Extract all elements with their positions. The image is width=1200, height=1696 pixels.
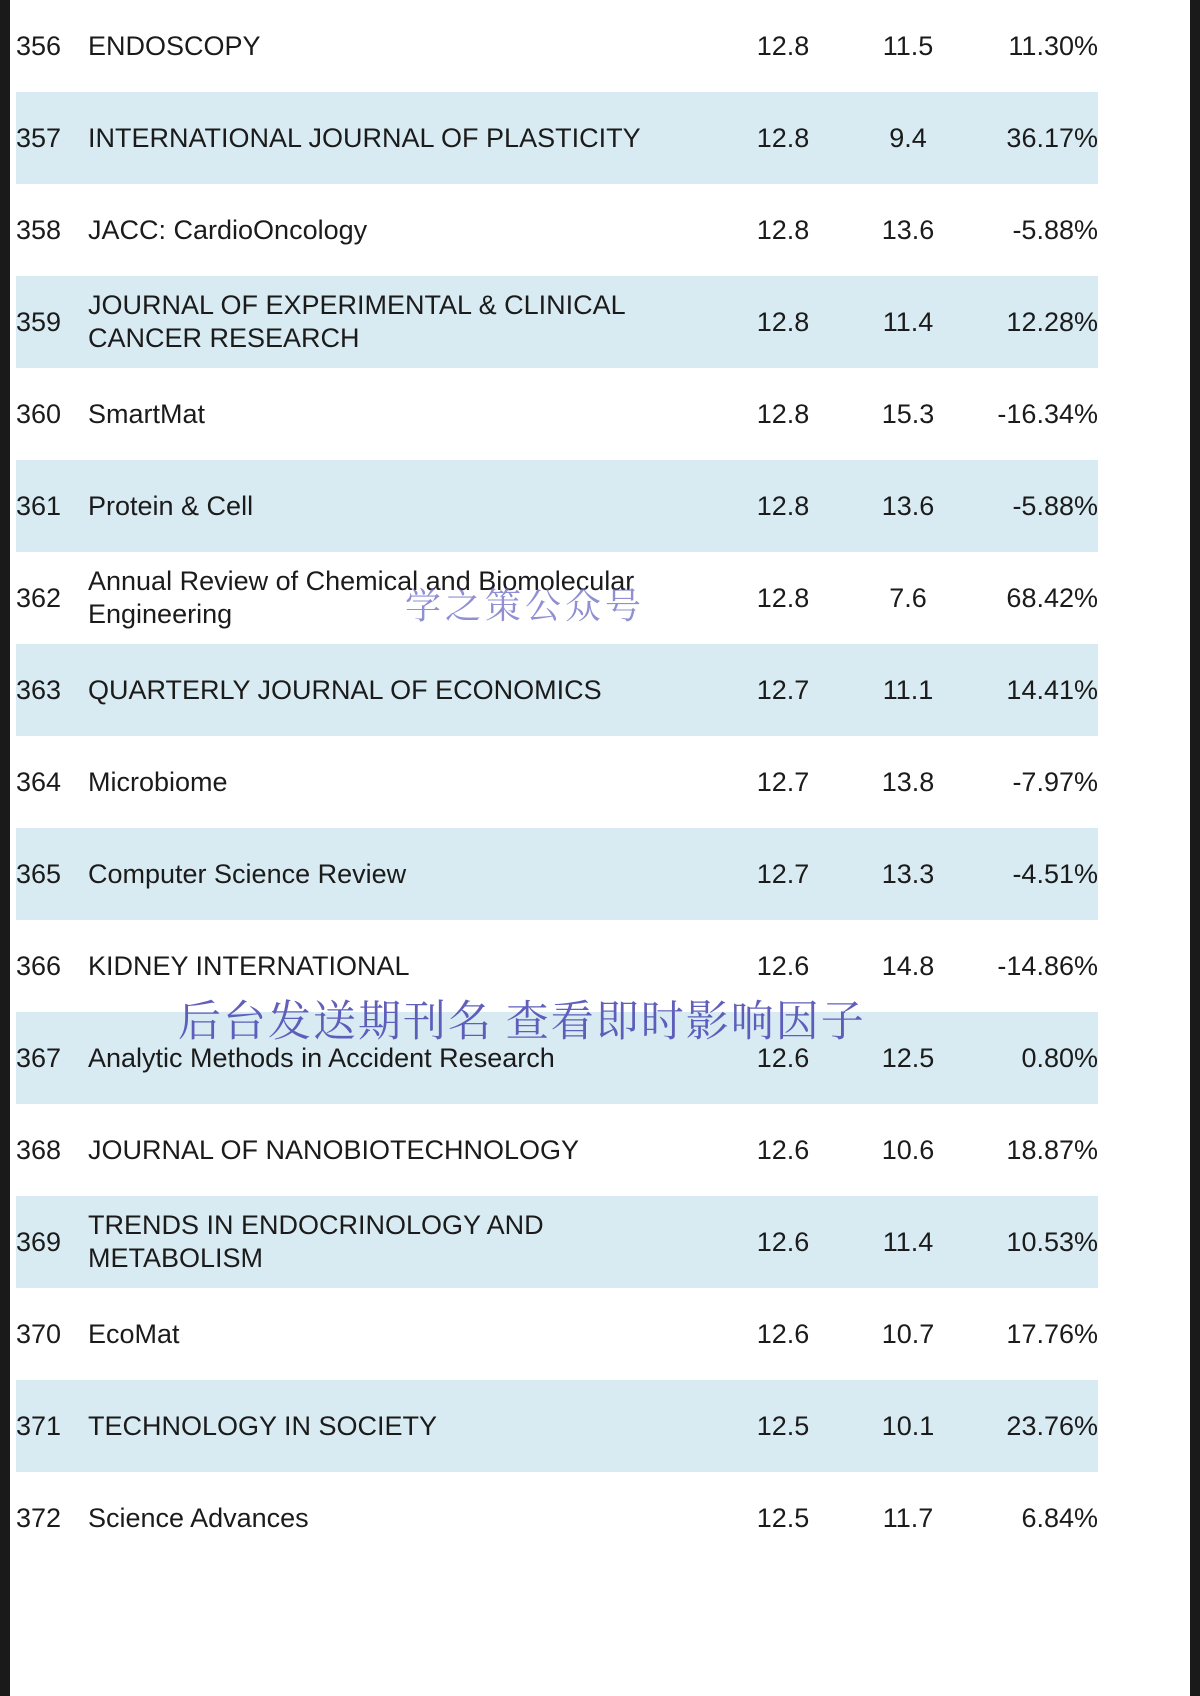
- row-previous-impact-factor: 13.8: [848, 736, 968, 828]
- row-impact-factor: 12.6: [718, 920, 848, 1012]
- row-change-percent: 17.76%: [968, 1288, 1098, 1380]
- row-journal-name: Analytic Methods in Accident Research: [88, 1012, 718, 1104]
- row-impact-factor: 12.6: [718, 1196, 848, 1288]
- row-journal-name: Protein & Cell: [88, 460, 718, 552]
- row-journal-name: JOURNAL OF EXPERIMENTAL & CLINICAL CANCER RESEARCH: [88, 276, 718, 368]
- table-row: [16, 0, 1098, 92]
- table-row: [16, 1012, 1098, 1104]
- row-impact-factor: 12.6: [718, 1104, 848, 1196]
- journal-ranking-sheet: [10, 0, 1190, 1696]
- row-impact-factor: 12.8: [718, 276, 848, 368]
- row-impact-factor: 12.8: [718, 184, 848, 276]
- row-change-percent: 68.42%: [968, 552, 1098, 644]
- row-previous-impact-factor: 9.4: [848, 92, 968, 184]
- table-row: [16, 368, 1098, 460]
- row-journal-name: TRENDS IN ENDOCRINOLOGY AND METABOLISM: [88, 1196, 718, 1288]
- row-change-percent: -5.88%: [968, 460, 1098, 552]
- table-row: [16, 460, 1098, 552]
- row-rank: 362: [16, 552, 88, 644]
- row-change-percent: -4.51%: [968, 828, 1098, 920]
- journal-ranking-table: [16, 0, 1098, 1564]
- row-journal-name: Microbiome: [88, 736, 718, 828]
- row-previous-impact-factor: 7.6: [848, 552, 968, 644]
- row-rank: 372: [16, 1472, 88, 1564]
- row-change-percent: 14.41%: [968, 644, 1098, 736]
- row-impact-factor: 12.8: [718, 460, 848, 552]
- row-previous-impact-factor: 10.6: [848, 1104, 968, 1196]
- row-impact-factor: 12.5: [718, 1380, 848, 1472]
- row-rank: 356: [16, 0, 88, 92]
- row-journal-name: Annual Review of Chemical and Biomolecular Engineering: [88, 552, 718, 644]
- row-previous-impact-factor: 15.3: [848, 368, 968, 460]
- row-rank: 365: [16, 828, 88, 920]
- page-edge-right: [1190, 0, 1200, 1696]
- table-row: [16, 92, 1098, 184]
- row-journal-name: ENDOSCOPY: [88, 0, 718, 92]
- page-edge-left: [0, 0, 10, 1696]
- row-journal-name: KIDNEY INTERNATIONAL: [88, 920, 718, 1012]
- table-row: [16, 920, 1098, 1012]
- row-change-percent: 18.87%: [968, 1104, 1098, 1196]
- table-row: [16, 736, 1098, 828]
- row-impact-factor: 12.8: [718, 92, 848, 184]
- row-journal-name: SmartMat: [88, 368, 718, 460]
- row-journal-name: INTERNATIONAL JOURNAL OF PLASTICITY: [88, 92, 718, 184]
- row-rank: 364: [16, 736, 88, 828]
- row-change-percent: 12.28%: [968, 276, 1098, 368]
- row-previous-impact-factor: 10.1: [848, 1380, 968, 1472]
- row-previous-impact-factor: 13.6: [848, 184, 968, 276]
- row-change-percent: 23.76%: [968, 1380, 1098, 1472]
- row-change-percent: 10.53%: [968, 1196, 1098, 1288]
- row-impact-factor: 12.7: [718, 644, 848, 736]
- row-change-percent: 36.17%: [968, 92, 1098, 184]
- watermark-promo-text: 后台发送期刊名 查看即时影响因子: [178, 999, 866, 1046]
- row-journal-name: QUARTERLY JOURNAL OF ECONOMICS: [88, 644, 718, 736]
- row-change-percent: -14.86%: [968, 920, 1098, 1012]
- row-journal-name: EcoMat: [88, 1288, 718, 1380]
- row-rank: 361: [16, 460, 88, 552]
- row-rank: 357: [16, 92, 88, 184]
- table-row: [16, 1472, 1098, 1564]
- row-previous-impact-factor: 13.6: [848, 460, 968, 552]
- row-previous-impact-factor: 11.4: [848, 276, 968, 368]
- row-change-percent: -16.34%: [968, 368, 1098, 460]
- row-rank: 371: [16, 1380, 88, 1472]
- row-change-percent: -5.88%: [968, 184, 1098, 276]
- row-journal-name: JACC: CardioOncology: [88, 184, 718, 276]
- row-impact-factor: 12.8: [718, 368, 848, 460]
- row-change-percent: 11.30%: [968, 0, 1098, 92]
- row-impact-factor: 12.8: [718, 0, 848, 92]
- watermark-account-name: 学之策公众号: [405, 586, 646, 626]
- row-rank: 359: [16, 276, 88, 368]
- row-previous-impact-factor: 11.5: [848, 0, 968, 92]
- row-impact-factor: 12.8: [718, 552, 848, 644]
- row-impact-factor: 12.6: [718, 1288, 848, 1380]
- row-rank: 363: [16, 644, 88, 736]
- table-row: [16, 644, 1098, 736]
- row-journal-name: Computer Science Review: [88, 828, 718, 920]
- row-journal-name: Science Advances: [88, 1472, 718, 1564]
- row-change-percent: 0.80%: [968, 1012, 1098, 1104]
- table-row: [16, 1288, 1098, 1380]
- row-previous-impact-factor: 11.1: [848, 644, 968, 736]
- row-previous-impact-factor: 10.7: [848, 1288, 968, 1380]
- row-previous-impact-factor: 11.7: [848, 1472, 968, 1564]
- row-rank: 369: [16, 1196, 88, 1288]
- row-previous-impact-factor: 13.3: [848, 828, 968, 920]
- row-rank: 366: [16, 920, 88, 1012]
- row-journal-name: JOURNAL OF NANOBIOTECHNOLOGY: [88, 1104, 718, 1196]
- table-row: [16, 276, 1098, 368]
- row-journal-name: TECHNOLOGY IN SOCIETY: [88, 1380, 718, 1472]
- row-previous-impact-factor: 14.8: [848, 920, 968, 1012]
- table-row: [16, 1104, 1098, 1196]
- row-impact-factor: 12.5: [718, 1472, 848, 1564]
- row-rank: 358: [16, 184, 88, 276]
- table-row: [16, 828, 1098, 920]
- row-impact-factor: 12.7: [718, 828, 848, 920]
- table-row: [16, 184, 1098, 276]
- row-rank: 368: [16, 1104, 88, 1196]
- row-rank: 370: [16, 1288, 88, 1380]
- row-previous-impact-factor: 11.4: [848, 1196, 968, 1288]
- row-previous-impact-factor: 12.5: [848, 1012, 968, 1104]
- row-rank: 367: [16, 1012, 88, 1104]
- row-change-percent: 6.84%: [968, 1472, 1098, 1564]
- row-rank: 360: [16, 368, 88, 460]
- table-row: [16, 552, 1098, 644]
- table-row: [16, 1196, 1098, 1288]
- row-change-percent: -7.97%: [968, 736, 1098, 828]
- row-impact-factor: 12.7: [718, 736, 848, 828]
- row-impact-factor: 12.6: [718, 1012, 848, 1104]
- table-row: [16, 1380, 1098, 1472]
